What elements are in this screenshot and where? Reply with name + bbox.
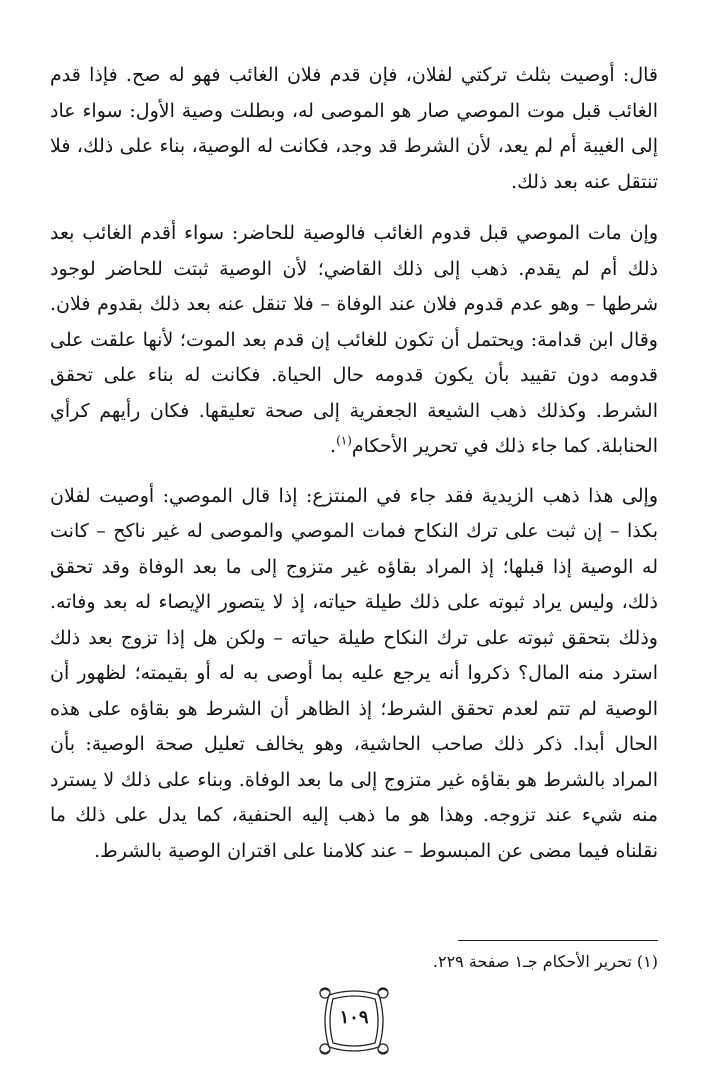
footnote-ref: (١)	[336, 433, 352, 448]
paragraph-3: وإلى هذا ذهب الزيدية فقد جاء في المنتزع: إذا قال الموصي: أوصيت لفلان بكذا – إن ثبت على ترك النكاح فمات الموصي والموصى له غير ناكح – كانت له الوصية إذا قبلها؛ إذ المراد بقاؤه غير متزوج إلى ما بعد الوفاة وقد تحقق ذلك، وليس يراد ثبوته على ذلك طيلة حياته، إذ لا يتصور الإيصاء له بعد وفاته. وذلك بتحقق ثبوته على ترك النكاح طيلة حياته – ولكن هل إذا تزوج بعد ذلك استرد منه المال؟ ذكروا أنه يرجع عليه بما أوصى به له أو بقيمته؛ لظهور أن الوصية لم تتم لعدم تحقق الشرط؛ إذ الظاهر أن الشرط هو بقاؤه على هذه الحال أبدا. ذكر ذلك صاحب الحاشية، وهو يخالف تعليل صحة الوصية: بأن المراد بالشرط هو بقاؤه غير متزوج إلى ما بعد الوفاة. وبناء على ذلك لا يسترد منه شيء عند تزوجه. وهذا هو ما ذهب إليه الحنفية، كما يدل على ذلك ما نقلناه فيما مضى عن المبسوط – عند كلامنا على اقتران الوصية بالشرط.	[50, 484, 658, 862]
footnote: (١) تحرير الأحكام جـ١ صفحة ٢٢٩.	[432, 952, 658, 971]
paragraph-2-text: وإن مات الموصي قبل قدوم الغائب فالوصية للحاضر: سواء أقدم الغائب بعد ذلك أم لم يقدم. ذهب إلى ذلك القاضي؛ لأن الوصية ثبتت للحاضر لوجود شرطها – وهو عدم قدوم فلان عند الوفاة – فلا تنقل عنه بعد ذلك بقدوم فلان. وقال ابن قدامة: ويحتمل أن تكون للغائب إن قدم بعد الموت؛ لأنها علقت على قدومه دون تقييد بأن يكون قدومه حال الحياة. فكانت له بناء على تحقق الشرط. وكذلك ذهب الشيعة الجعفرية إلى صحة تعليقها. فكان رأيهم كرأي الحنابلة. كما جاء ذلك في تحرير الأحكام	[50, 222, 658, 457]
paragraph-1: قال: أوصيت بثلث تركتي لفلان، فإن قدم فلان الغائب فهو له صح. فإذا قدم الغائب قبل موت الموصي صار هو الموصى له، وبطلت وصية الأول: سواء عاد إلى الغيبة أم لم يعد، لأن الشرط قد وجد، فكانت له الوصية، بناء على ذلك، فلا تنتقل عنه بعد ذلك.	[50, 64, 658, 193]
main-text	[50, 58, 658, 883]
paragraph-2	[50, 216, 658, 465]
footnote-separator	[458, 940, 658, 941]
page-number: ١٠٩	[339, 1007, 369, 1028]
paragraph-2-end: .	[330, 435, 337, 457]
page-number-frame	[315, 985, 393, 1057]
